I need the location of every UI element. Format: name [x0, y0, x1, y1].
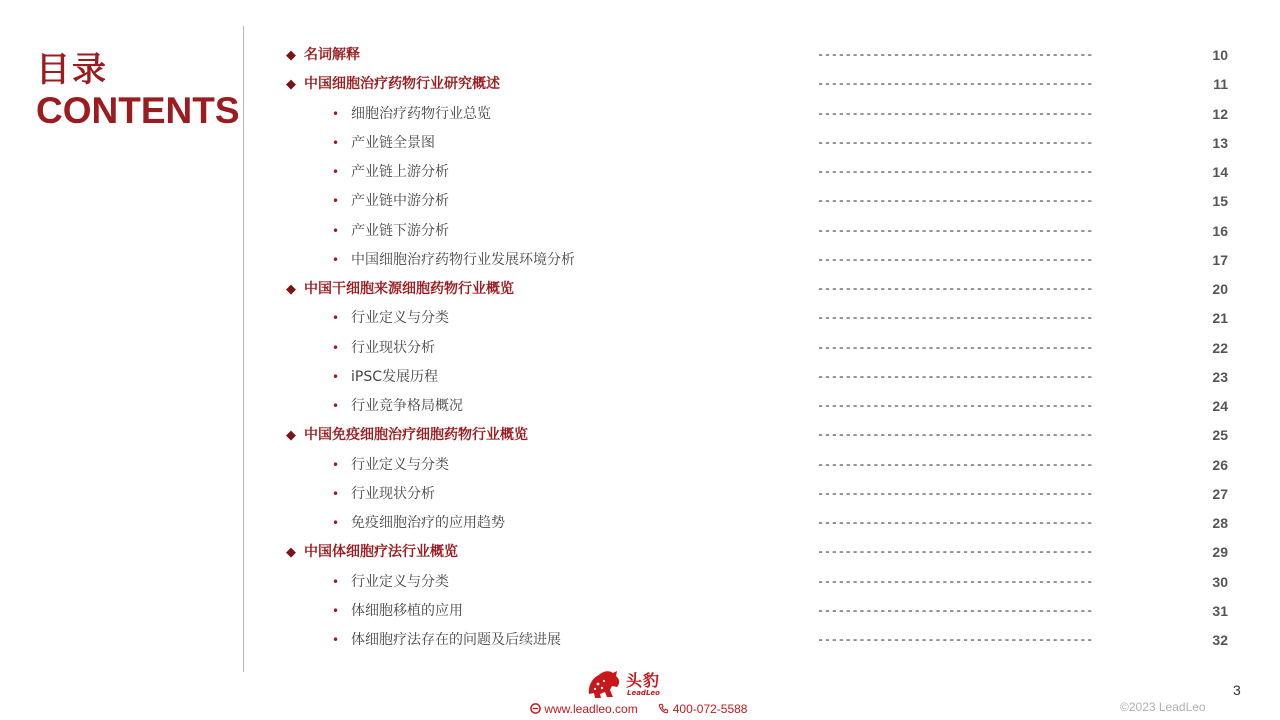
- toc-entry-text: 行业现状分析: [351, 485, 435, 502]
- bullet-icon: •: [332, 135, 340, 150]
- toc-leader-dashes: ----------------------------------------: [817, 48, 1094, 62]
- toc-entry-text: 体细胞疗法存在的问题及后续进展: [351, 632, 561, 648]
- toc-entry-label: [286, 70, 500, 99]
- toc-subsection[interactable]: [0, 246, 1280, 275]
- toc-page-number: 23: [1212, 368, 1228, 385]
- toc-entry-label: [332, 100, 491, 129]
- copyright-notice: ©2023 LeadLeo: [1120, 700, 1206, 714]
- toc-subsection[interactable]: [0, 158, 1280, 187]
- toc-entry-label: [332, 187, 449, 216]
- toc-leader-dashes: ----------------------------------------: [817, 633, 1094, 647]
- diamond-icon: ◆: [286, 545, 296, 561]
- bullet-icon: •: [332, 194, 340, 209]
- toc-leader-dashes: ----------------------------------------: [817, 369, 1094, 384]
- toc-subsection[interactable]: [0, 100, 1280, 129]
- toc-entry-text: 细胞治疗药物行业总览: [351, 105, 491, 122]
- toc-page-number: 14: [1212, 164, 1228, 180]
- bullet-icon: •: [332, 311, 340, 326]
- toc-entry-text: 中国体细胞疗法行业概览: [304, 544, 458, 561]
- toc-entry-text: 中国干细胞来源细胞药物行业概览: [304, 281, 514, 297]
- bullet-icon: •: [332, 165, 340, 179]
- toc-leader-dashes: ----------------------------------------: [817, 282, 1094, 296]
- toc-leader-dashes: ----------------------------------------: [817, 545, 1094, 560]
- toc-entry-label: [332, 597, 463, 626]
- toc-page-number: 28: [1212, 515, 1228, 531]
- toc-leader-dashes: ----------------------------------------: [817, 340, 1094, 355]
- toc-page-number: 25: [1212, 427, 1228, 444]
- bullet-icon: •: [332, 399, 340, 413]
- toc-entry-label: [332, 217, 449, 246]
- toc-page-number: 11: [1213, 76, 1228, 93]
- toc-entry-label: [332, 509, 505, 538]
- toc-section[interactable]: [0, 275, 1280, 304]
- leadleo-logo: [586, 668, 666, 702]
- toc-subsection[interactable]: [0, 568, 1280, 597]
- toc-page-number: 29: [1212, 544, 1228, 561]
- diamond-icon: ◆: [286, 282, 296, 297]
- bullet-icon: •: [332, 486, 340, 501]
- toc-leader-dashes: ----------------------------------------: [817, 252, 1094, 267]
- toc-entry-label: [332, 480, 435, 509]
- toc-page-number: 10: [1212, 47, 1228, 63]
- toc-section[interactable]: [0, 538, 1280, 567]
- toc-page-number: 16: [1212, 222, 1228, 239]
- toc-entry-label: [286, 538, 458, 567]
- phone-number: 400-072-5588: [672, 701, 748, 716]
- toc-entry-label: [332, 568, 449, 597]
- toc-subsection[interactable]: [0, 597, 1280, 626]
- toc-entry-label: [332, 129, 435, 158]
- logo-chinese: 头豹: [626, 671, 661, 690]
- toc-subsection[interactable]: [0, 480, 1280, 509]
- logo-english: LeadLeo: [627, 689, 660, 697]
- diamond-icon: ◆: [286, 48, 296, 63]
- bullet-icon: •: [332, 223, 340, 238]
- toc-leader-dashes: ----------------------------------------: [817, 603, 1094, 618]
- toc-subsection[interactable]: [0, 217, 1280, 246]
- toc-entry-label: [332, 334, 435, 363]
- toc-leader-dashes: ----------------------------------------: [817, 106, 1094, 121]
- toc-entry-label: [332, 246, 575, 275]
- toc-page-number: 24: [1212, 398, 1228, 414]
- toc-entry-text: 名词解释: [304, 47, 360, 63]
- toc-subsection[interactable]: [0, 334, 1280, 363]
- toc-entry-label: [286, 275, 514, 304]
- toc-subsection[interactable]: [0, 392, 1280, 421]
- toc-entry-text: 产业链中游分析: [351, 193, 449, 210]
- footer-contact: [530, 701, 747, 716]
- toc-page-number: 27: [1212, 485, 1228, 502]
- toc-leader-dashes: ----------------------------------------: [817, 428, 1094, 443]
- toc-page-number: 31: [1212, 602, 1228, 619]
- toc-page-number: 15: [1212, 193, 1228, 210]
- toc-entry-text: 行业现状分析: [351, 339, 435, 356]
- toc-leader-dashes: ----------------------------------------: [817, 486, 1094, 501]
- toc-subsection[interactable]: [0, 304, 1280, 333]
- toc-page-number: 22: [1212, 339, 1228, 356]
- toc-page-number: 17: [1212, 251, 1228, 268]
- toc-page-number: 26: [1212, 456, 1228, 473]
- toc-page-number: 32: [1212, 632, 1228, 648]
- title-english: CONTENTS: [36, 90, 240, 131]
- toc-entry-label: [332, 451, 449, 480]
- bullet-icon: •: [332, 457, 340, 472]
- bullet-icon: •: [332, 633, 340, 647]
- bullet-icon: •: [332, 106, 340, 121]
- table-of-contents: [0, 41, 1280, 655]
- toc-subsection[interactable]: [0, 626, 1280, 655]
- toc-leader-dashes: ----------------------------------------: [817, 223, 1094, 238]
- toc-entry-text: 行业定义与分类: [351, 310, 449, 327]
- toc-entry-text: 体细胞移植的应用: [351, 602, 463, 619]
- toc-subsection[interactable]: [0, 129, 1280, 158]
- toc-page-number: 12: [1212, 105, 1228, 122]
- bullet-icon: •: [332, 516, 340, 530]
- toc-entry-label: [286, 41, 360, 70]
- toc-leader-dashes: ----------------------------------------: [817, 165, 1094, 179]
- toc-leader-dashes: ----------------------------------------: [817, 457, 1094, 472]
- toc-leader-dashes: ----------------------------------------: [817, 516, 1094, 530]
- toc-leader-dashes: ----------------------------------------: [817, 135, 1094, 150]
- toc-leader-dashes: ----------------------------------------: [817, 194, 1094, 209]
- toc-entry-label: [286, 421, 528, 450]
- toc-leader-dashes: ----------------------------------------: [817, 77, 1094, 92]
- toc-entry-text: 行业定义与分类: [351, 456, 449, 473]
- toc-leader-dashes: ----------------------------------------: [817, 399, 1094, 413]
- toc-entry-text: 产业链全景图: [351, 134, 435, 151]
- toc-entry-text: iPSC发展历程: [351, 368, 438, 385]
- toc-section[interactable]: [0, 421, 1280, 450]
- toc-entry-label: [332, 158, 449, 187]
- phone-icon: [658, 703, 669, 714]
- toc-entry-text: 中国细胞治疗药物行业发展环境分析: [351, 251, 575, 268]
- bullet-icon: •: [332, 574, 340, 589]
- toc-entry-text: 产业链下游分析: [351, 222, 449, 239]
- toc-section[interactable]: [0, 41, 1280, 70]
- bullet-icon: •: [332, 369, 340, 384]
- toc-subsection[interactable]: [0, 363, 1280, 392]
- title-chinese: 目录: [36, 50, 108, 90]
- toc-page-number: 30: [1212, 573, 1228, 590]
- toc-section[interactable]: [0, 70, 1280, 99]
- toc-page-number: 13: [1212, 134, 1228, 151]
- toc-page-number: 21: [1212, 310, 1228, 327]
- toc-entry-text: 行业竞争格局概况: [351, 398, 463, 414]
- page-number: 3: [1233, 682, 1241, 698]
- website-link[interactable]: www.leadleo.com: [544, 701, 638, 716]
- toc-entry-label: [332, 392, 463, 421]
- bullet-icon: •: [332, 340, 340, 355]
- toc-entry-label: [332, 363, 438, 392]
- toc-entry-label: [332, 626, 561, 655]
- bullet-icon: •: [332, 603, 340, 618]
- toc-leader-dashes: ----------------------------------------: [817, 311, 1094, 326]
- toc-subsection[interactable]: [0, 187, 1280, 216]
- diamond-icon: ◆: [286, 77, 296, 93]
- toc-entry-text: 产业链上游分析: [351, 164, 449, 180]
- toc-subsection[interactable]: [0, 451, 1280, 480]
- toc-entry-text: 中国免疫细胞治疗细胞药物行业概览: [304, 427, 528, 444]
- toc-entry-text: 中国细胞治疗药物行业研究概述: [304, 76, 500, 93]
- toc-subsection[interactable]: [0, 509, 1280, 538]
- leopard-logo-icon: [586, 668, 622, 700]
- toc-entry-text: 免疫细胞治疗的应用趋势: [351, 515, 505, 531]
- toc-entry-label: [332, 304, 449, 333]
- toc-page-number: 20: [1212, 281, 1228, 297]
- diamond-icon: ◆: [286, 428, 296, 444]
- web-icon: [530, 703, 541, 714]
- toc-leader-dashes: ----------------------------------------: [817, 574, 1094, 589]
- toc-entry-text: 行业定义与分类: [351, 573, 449, 590]
- bullet-icon: •: [332, 252, 340, 267]
